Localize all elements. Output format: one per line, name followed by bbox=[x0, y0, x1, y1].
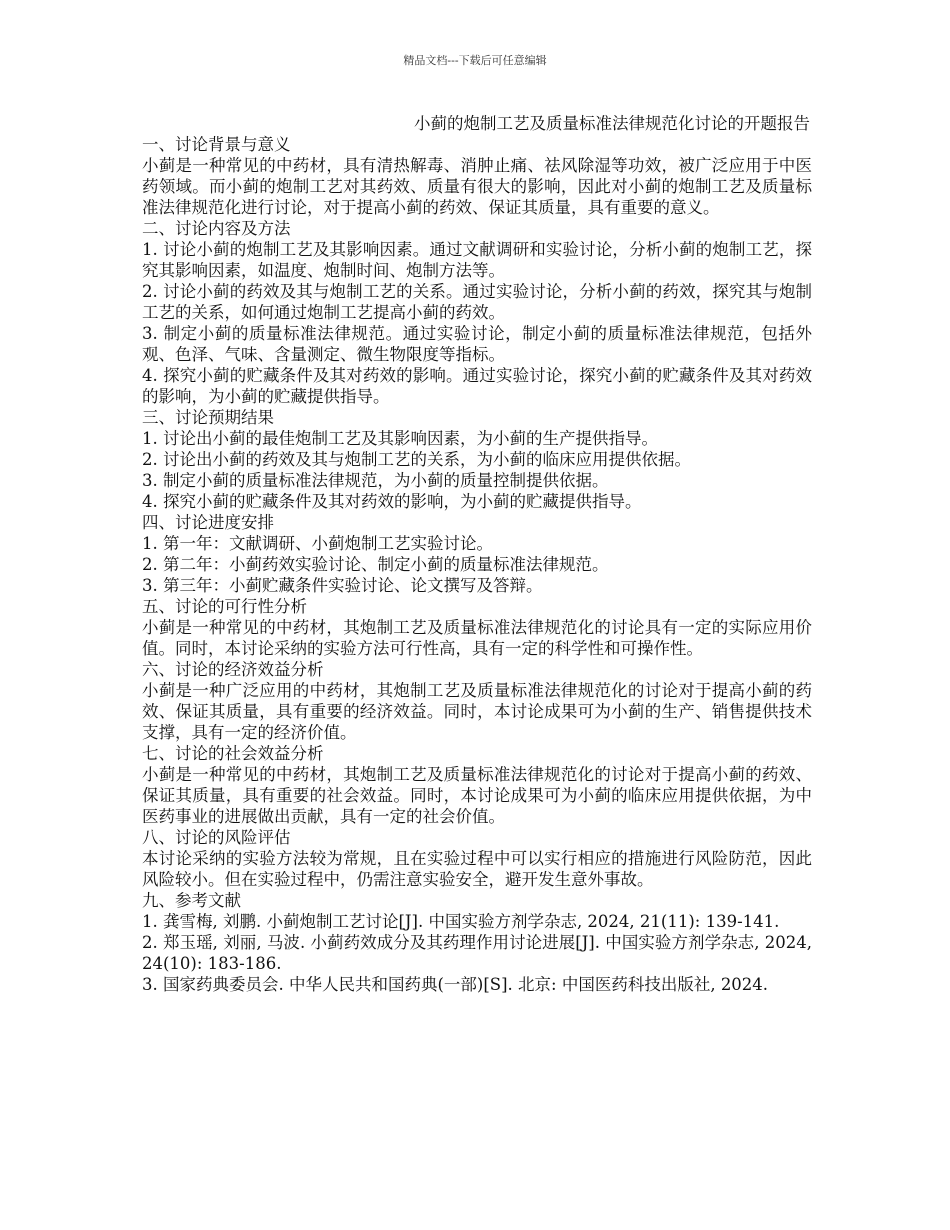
list-item: 2. 第二年：小蓟药效实验讨论、制定小蓟的质量标准法律规范。 bbox=[142, 555, 609, 574]
section-heading-risk: 八、讨论的风险评估 bbox=[142, 828, 291, 847]
list-item: 4. 探究小蓟的贮藏条件及其对药效的影响，为小蓟的贮藏提供指导。 bbox=[142, 492, 642, 511]
list-item: 1. 讨论小蓟的炮制工艺及其影响因素。通过文献调研和实验讨论，分析小蓟的炮制工艺，探究其影响因素，如温度、炮制时间、炮制方法等。 bbox=[142, 240, 812, 280]
section-heading-content-method: 二、讨论内容及方法 bbox=[142, 219, 291, 238]
reference-item: 3. 国家药典委员会. 中华人民共和国药典(一部)[S]. 北京: 中国医药科技出版社, 2024. bbox=[142, 975, 769, 994]
section-heading-background: 一、讨论背景与意义 bbox=[142, 135, 291, 154]
header-note: 精品文档---下载后可任意编辑 bbox=[403, 54, 547, 67]
list-item: 1. 讨论出小蓟的最佳炮制工艺及其影响因素，为小蓟的生产提供指导。 bbox=[142, 429, 658, 448]
section-paragraph-background: 小蓟是一种常见的中药材，具有清热解毒、消肿止痛、祛风除湿等功效，被广泛应用于中医药领域。而小蓟的炮制工艺对其药效、质量有很大的影响，因此对小蓟的炮制工艺及质量标准法律规范化进行讨论，对于提高小蓟的药效、保证其质量，具有重要的意义。 bbox=[142, 156, 812, 217]
list-item: 2. 讨论小蓟的药效及其与炮制工艺的关系。通过实验讨论，分析小蓟的药效，探究其与炮制工艺的关系，如何通过炮制工艺提高小蓟的药效。 bbox=[142, 282, 812, 322]
list-item: 4. 探究小蓟的贮藏条件及其对药效的影响。通过实验讨论，探究小蓟的贮藏条件及其对药效的影响，为小蓟的贮藏提供指导。 bbox=[142, 366, 812, 406]
section-heading-expected-results: 三、讨论预期结果 bbox=[142, 408, 274, 427]
list-item: 2. 讨论出小蓟的药效及其与炮制工艺的关系，为小蓟的临床应用提供依据。 bbox=[142, 450, 691, 469]
list-item: 1. 第一年：文献调研、小蓟炮制工艺实验讨论。 bbox=[142, 534, 493, 553]
section-heading-schedule: 四、讨论进度安排 bbox=[142, 513, 274, 532]
section-paragraph-risk: 本讨论采纳的实验方法较为常规，且在实验过程中可以实行相应的措施进行风险防范，因此风险较小。但在实验过程中，仍需注意实验安全，避开发生意外事故。 bbox=[142, 849, 812, 889]
section-heading-social: 七、讨论的社会效益分析 bbox=[142, 744, 324, 763]
list-item: 3. 制定小蓟的质量标准法律规范。通过实验讨论，制定小蓟的质量标准法律规范，包括外观、色泽、气味、含量测定、微生物限度等指标。 bbox=[142, 324, 812, 364]
section-paragraph-feasibility: 小蓟是一种常见的中药材，其炮制工艺及质量标准法律规范化的讨论具有一定的实际应用价值。同时，本讨论采纳的实验方法可行性高，具有一定的科学性和可操作性。 bbox=[142, 618, 812, 658]
list-item: 3. 第三年：小蓟贮藏条件实验讨论、论文撰写及答辩。 bbox=[142, 576, 543, 595]
section-heading-economic: 六、讨论的经济效益分析 bbox=[142, 660, 324, 679]
section-heading-feasibility: 五、讨论的可行性分析 bbox=[142, 597, 307, 616]
document-body bbox=[142, 134, 812, 995]
list-item: 3. 制定小蓟的质量标准法律规范，为小蓟的质量控制提供依据。 bbox=[142, 471, 609, 490]
section-paragraph-economic: 小蓟是一种广泛应用的中药材，其炮制工艺及质量标准法律规范化的讨论对于提高小蓟的药效、保证其质量，具有重要的经济效益。同时，本讨论成果可为小蓟的生产、销售提供技术支撑，具有一定的经济价值。 bbox=[142, 681, 812, 742]
section-heading-references: 九、参考文献 bbox=[142, 891, 241, 910]
reference-item: 2. 郑玉瑶, 刘丽, 马波. 小蓟药效成分及其药理作用讨论进展[J]. 中国实验方剂学杂志, 2024, 24(10): 183-186. bbox=[142, 933, 812, 973]
document-title: 小蓟的炮制工艺及质量标准法律规范化讨论的开题报告 bbox=[414, 114, 810, 133]
reference-item: 1. 龚雪梅, 刘鹏. 小蓟炮制工艺讨论[J]. 中国实验方剂学杂志, 2024, 21(11): 139-141. bbox=[142, 912, 780, 931]
section-paragraph-social: 小蓟是一种常见的中药材，其炮制工艺及质量标准法律规范化的讨论对于提高小蓟的药效、保证其质量，具有重要的社会效益。同时，本讨论成果可为小蓟的临床应用提供依据，为中医药事业的进展做出贡献，具有一定的社会价值。 bbox=[142, 765, 812, 826]
